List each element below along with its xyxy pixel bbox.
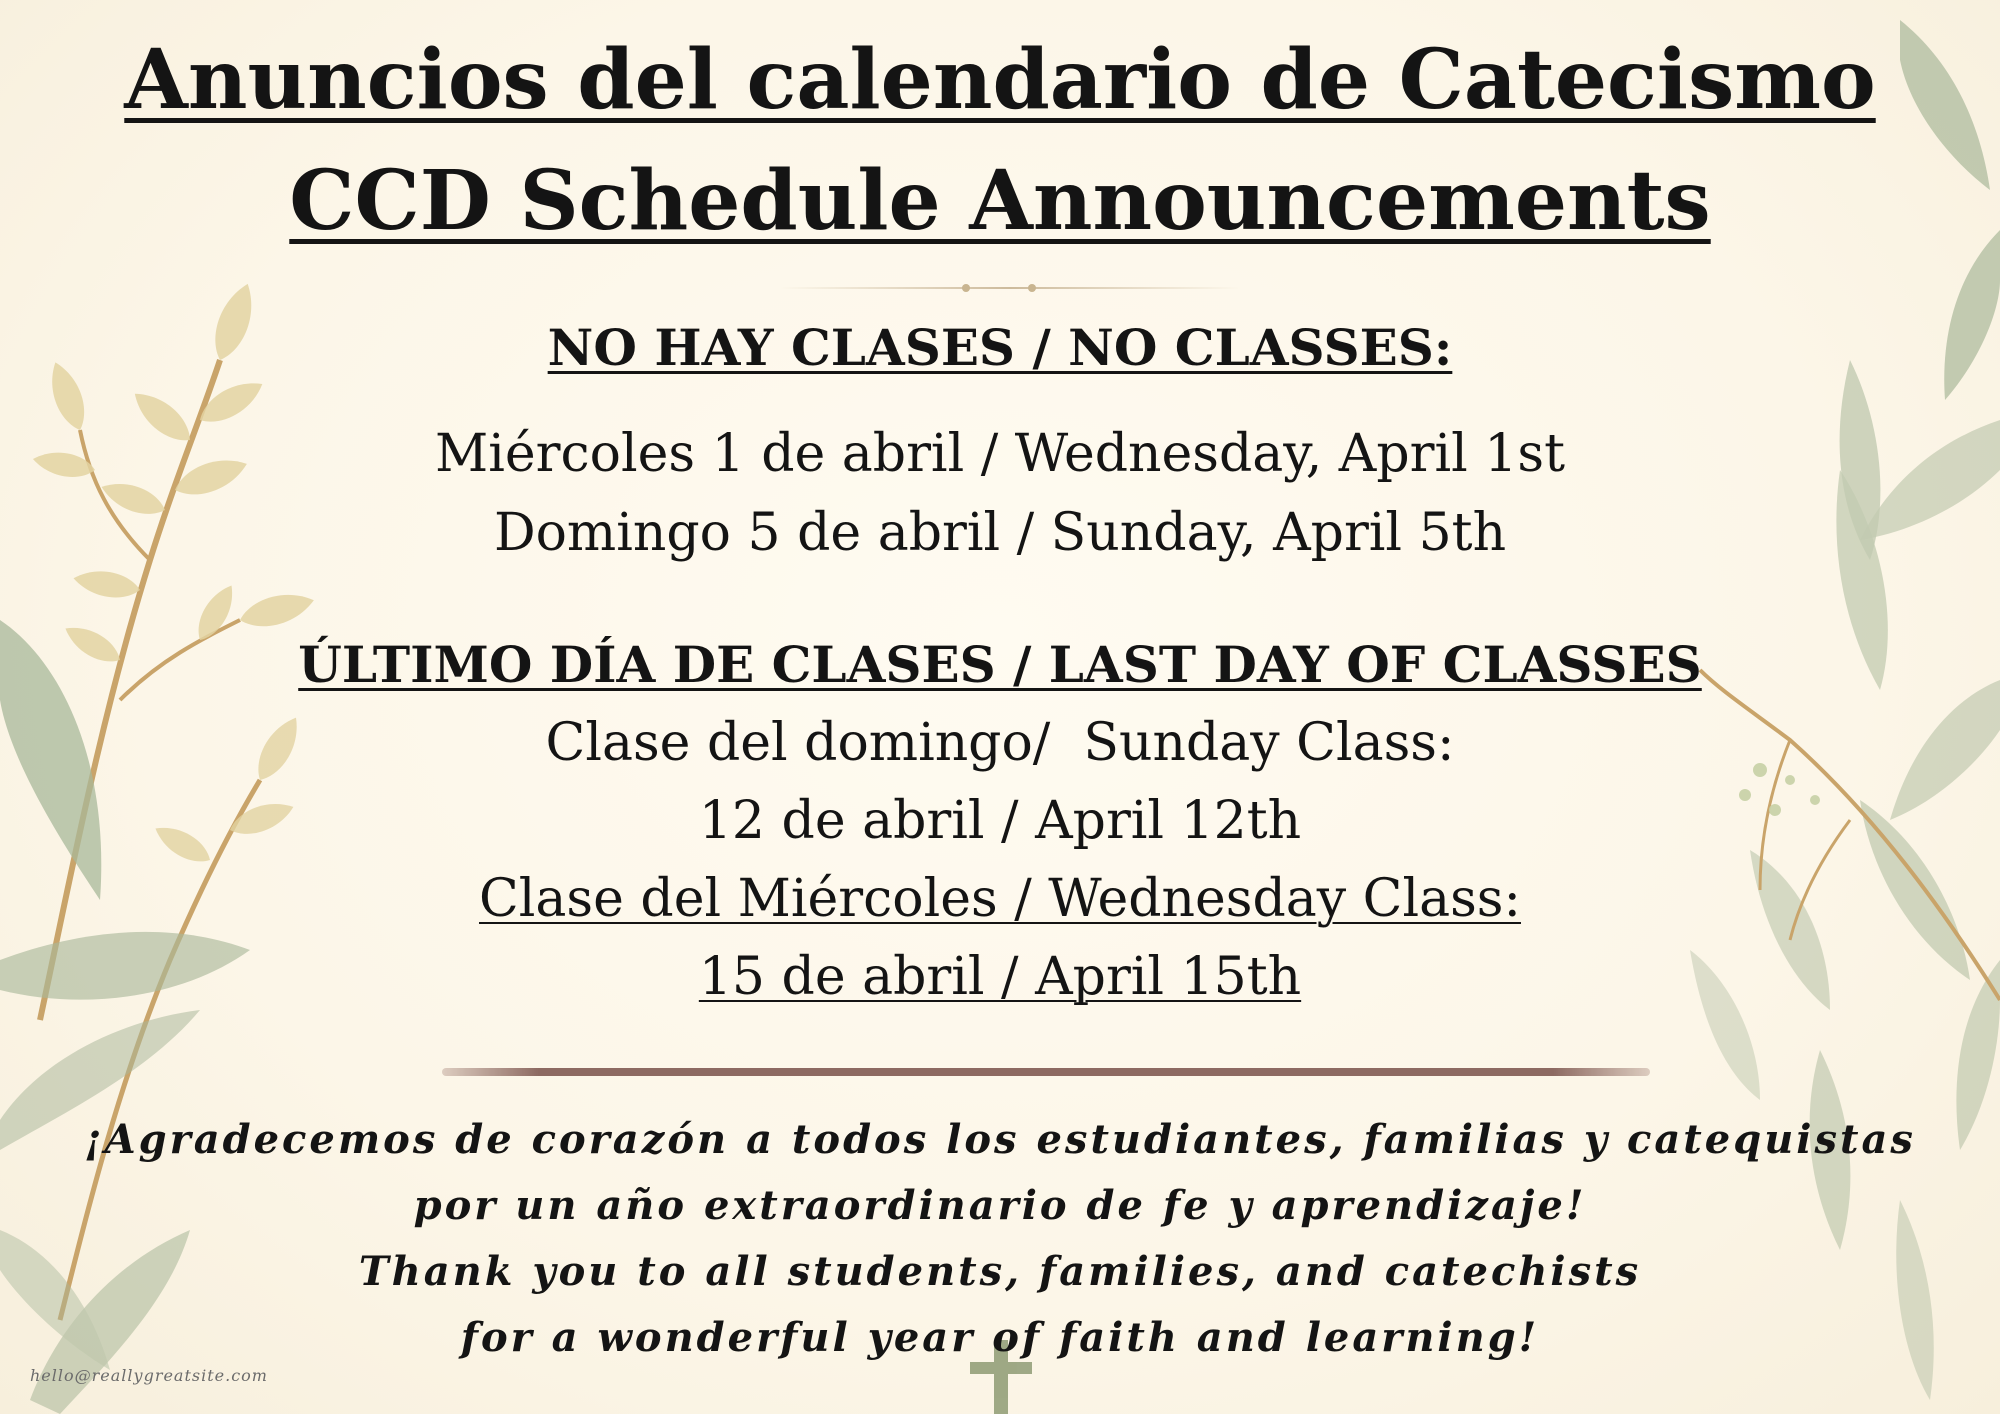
sunday-class-date: 12 de abril / April 12th bbox=[698, 791, 1302, 851]
title-english: CCD Schedule Announcements bbox=[289, 153, 1711, 249]
wednesday-class-label: Clase del Miércoles / Wednesday Class: bbox=[479, 869, 1521, 929]
no-classes-heading: NO HAY CLASES / NO CLASSES: bbox=[547, 318, 1453, 377]
no-class-date: Miércoles 1 de abril / Wednesday, April 1st bbox=[435, 424, 1565, 484]
thanks-line-english: for a wonderful year of faith and learning! bbox=[460, 1314, 1540, 1361]
title-spanish: Anuncios del calendario de Catecismo bbox=[124, 32, 1876, 128]
thanks-line-spanish: por un año extraordinario de fe y aprendizaje! bbox=[413, 1182, 1587, 1229]
thanks-line-english: Thank you to all students, families, and catechists bbox=[358, 1248, 1642, 1295]
section-divider bbox=[442, 1068, 1650, 1076]
contact-email: hello@reallygreatsite.com bbox=[30, 1366, 268, 1385]
sunday-class-label: Clase del domingo/ Sunday Class: bbox=[545, 713, 1455, 773]
last-day-heading: ÚLTIMO DÍA DE CLASES / LAST DAY OF CLASSES bbox=[298, 635, 1702, 694]
no-class-date: Domingo 5 de abril / Sunday, April 5th bbox=[493, 503, 1507, 563]
wednesday-class-date: 15 de abril / April 15th bbox=[698, 947, 1302, 1007]
thanks-line-spanish: ¡Agradecemos de corazón a todos los estudiantes, familias y catequistas bbox=[84, 1116, 1916, 1163]
